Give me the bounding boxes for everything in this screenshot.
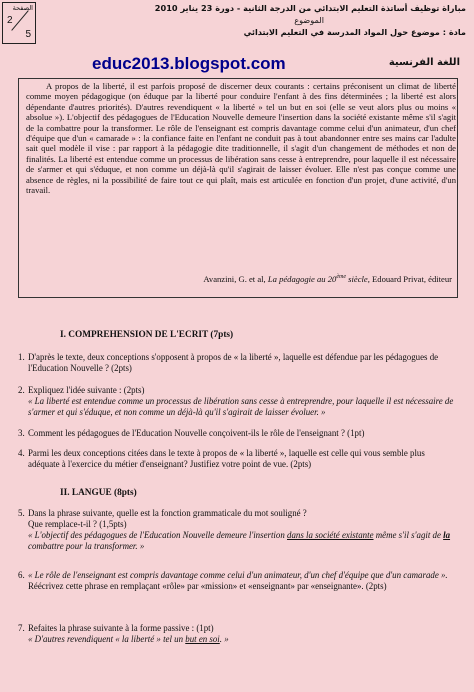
passage-source — [203, 274, 452, 284]
underlined-phrase: but en soi — [185, 634, 220, 644]
question-3 — [18, 428, 458, 439]
question-1-number: 1. — [18, 352, 25, 362]
question-6-number: 6. — [18, 570, 25, 580]
question-3-number: 3. — [18, 428, 25, 438]
section-comprehension-title: I. COMPREHENSION DE L'ECRIT (7pts) — [60, 330, 234, 340]
blog-watermark: educ2013.blogspot.com — [92, 54, 286, 73]
quote-part: . » — [219, 634, 229, 644]
question-7-number: 7. — [18, 623, 25, 633]
question-3-text: Comment les pédagogues de l'Education Nouvelle conçoivent-ils le rôle de l'enseignant ? (1pt) — [28, 428, 365, 438]
question-6-quote: « Le rôle de l'enseignant est compris davantage comme celui d'un animateur, d'un chef d'équipe que d'un camarade ». — [28, 570, 448, 580]
question-7 — [18, 623, 458, 645]
quote-part: « D'autres revendiquent « la liberté » tel un — [28, 634, 186, 644]
question-1 — [18, 352, 458, 374]
page-number: 2 — [7, 15, 13, 26]
underlined-phrase: dans la société existante — [287, 530, 374, 540]
question-5-quote — [28, 530, 450, 551]
question-5-number: 5. — [18, 508, 25, 518]
exam-subject-line: مادة : موضوع حول المواد المدرسة في التعليم الابتدائي — [243, 27, 466, 37]
quote-part: même s'il s'agit de — [373, 530, 444, 540]
question-6 — [18, 570, 458, 592]
source-publisher: , Edouard Privat, éditeur — [367, 274, 452, 284]
question-7-quote — [28, 634, 229, 644]
source-sup: ème — [336, 274, 347, 281]
page-number-box — [2, 2, 36, 44]
source-title-end: siècle — [346, 274, 368, 284]
subject-heading: اللغة الفرنسية — [388, 57, 460, 68]
question-2 — [18, 385, 458, 418]
question-4-text: Parmi les deux conceptions citées dans le texte à propos de « la liberté », laquelle est celle qui vous semble plus adéquate à l'exercice du métier d'enseignant? Justifiez votre point de vue. (2pts) — [28, 448, 425, 469]
section-langue-title: II. LANGUE (8pts) — [60, 488, 137, 498]
question-5-subtext: Que remplace-t-il ? (1,5pts) — [28, 519, 127, 529]
quote-part: « L'objectif des pédagogues de l'Education Nouvelle demeure l'insertion — [28, 530, 287, 540]
source-title: La pédagogie au 20 — [267, 274, 337, 284]
source-author: Avanzini, G. et al, — [203, 274, 268, 284]
page-total: 5 — [25, 29, 31, 40]
page-label: الصفحة — [12, 4, 33, 12]
exam-subtitle: الموضوع — [294, 15, 324, 25]
passage-text: A propos de la liberté, il est parfois proposé de discerner deux courants : certains préconisent un climat de liberté comme moyen pédagogique (on éduque par la liberté pour conduire l'enfant à des fins déterminées ; la liberté est alors dépendante d'autres priorités). D'autres revendiquent « la liberté » tel un but en soi (elle se veut alors plus ou moins « absolue »). L'objectif des pédagogues de l'Education Nouvelle demeure l'insertion dans la société existante même s'il s'agit de la combattre pour la transformer. Le rôle de l'enseignant est compris davantage comme celui d'un animateur, d'un chef d'équipe que d'un « camarade » : la confiance faite en l'enfant ne conduit pas à tout abandonner entre ses mains car l'adulte sait quel modèle il vise : par rapport à la pédagogie dite traditionnelle, il s'agit d'un changement de méthodes et non de finalités. La liberté est entendue comme un processus de libération sans cesse à entreprendre, pour laquelle il est nécessaire de s'armer et qui s'éduque, et non comme un déjà-là qu'il s'agirait de laisser évoluer. Elle n'est pas conçue comme une absence de règles, ni la possibilité de faire tout ce qui plaît, mais est articulée en fonction d'un projet, d'une activité, d'un travail. — [26, 81, 456, 196]
exam-title: مباراة توظيف أساتذة التعليم الابتدائي من الدرجة الثانية - دورة 23 يناير 2010 — [154, 3, 466, 13]
quote-part: combattre pour la transformer. » — [28, 541, 145, 551]
question-2-number: 2. — [18, 385, 25, 395]
question-1-text: D'après le texte, deux conceptions s'opposent à propos de « la liberté », laquelle est défendue par les pédagogues de l'Education Nouvelle ? (2pts) — [28, 352, 439, 373]
question-4-number: 4. — [18, 448, 25, 458]
question-4 — [18, 448, 458, 470]
underlined-word: la — [443, 530, 451, 540]
question-2-quote: « La liberté est entendue comme un processus de libération sans cesse à entreprendre, pour laquelle il est nécessaire de s'armer et qui s'éduque, et non comme un déjà-là qu'il s'agirait de laisser évoluer. » — [28, 396, 454, 417]
question-7-text: Refaites la phrase suivante à la forme passive : (1pt) — [28, 623, 214, 633]
question-6-text: Réécrivez cette phrase en remplaçant «rôle» par «mission» et «enseignant» par «enseignante». (2pts) — [28, 581, 387, 591]
page-divider — [11, 10, 28, 31]
question-5-text: Dans la phrase suivante, quelle est la fonction grammaticale du mot souligné ? — [28, 508, 307, 518]
question-2-text: Expliquez l'idée suivante : (2pts) — [28, 385, 145, 395]
question-5 — [18, 508, 458, 552]
